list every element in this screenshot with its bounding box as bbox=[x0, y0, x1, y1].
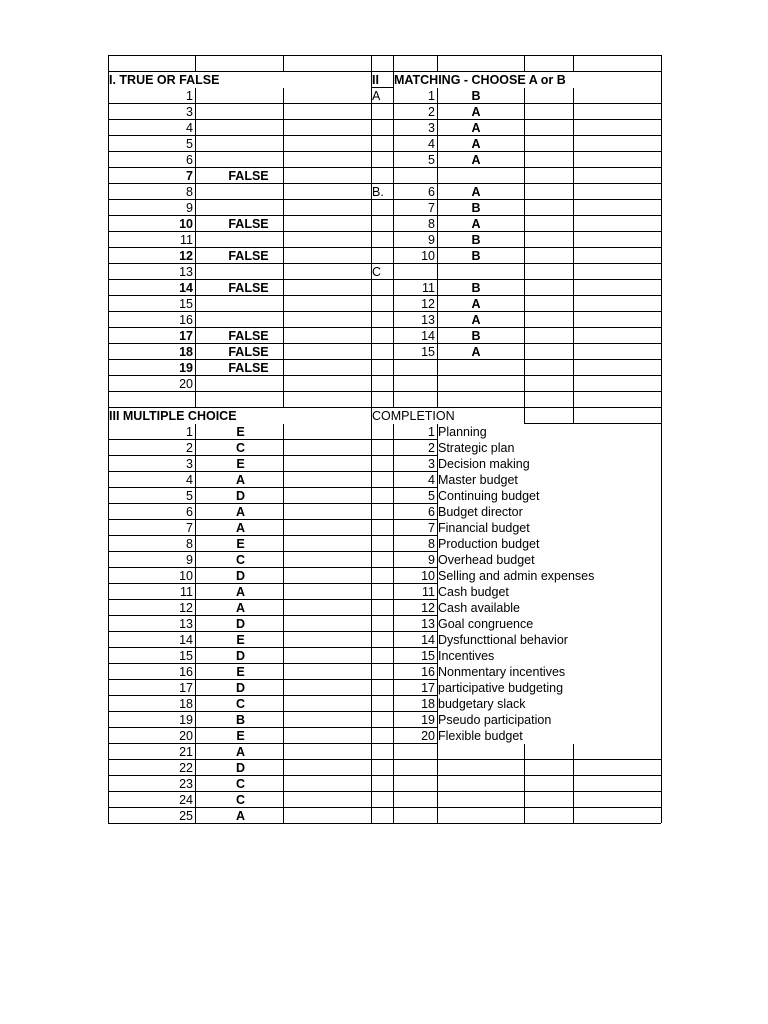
question-number: 9 bbox=[428, 233, 435, 247]
answer-cell: A bbox=[471, 153, 481, 167]
answer-cell: A bbox=[235, 473, 246, 487]
answer-cell: A bbox=[471, 137, 481, 151]
answer-cell bbox=[205, 104, 292, 120]
section-roman-numeral: II bbox=[372, 73, 379, 87]
question-number: 8 bbox=[428, 537, 435, 551]
question-number: 11 bbox=[180, 233, 193, 247]
question-number: 3 bbox=[186, 457, 193, 471]
answer-cell bbox=[205, 88, 292, 104]
question-number: 11 bbox=[422, 585, 435, 599]
answer-cell bbox=[205, 120, 292, 136]
completion-answer: Continuing budget bbox=[438, 488, 661, 504]
completion-answer: Cash available bbox=[438, 600, 661, 616]
answer-cell bbox=[205, 200, 292, 216]
answer-cell: D bbox=[235, 569, 246, 583]
question-number: 5 bbox=[428, 153, 435, 167]
answer-cell: C bbox=[235, 697, 246, 711]
answer-key-sheet bbox=[108, 55, 661, 823]
question-number bbox=[394, 168, 437, 184]
completion-answer: Nonmentary incentives bbox=[438, 664, 661, 680]
answer-cell bbox=[205, 184, 292, 200]
question-number: 1 bbox=[186, 89, 193, 103]
completion-answer: Incentives bbox=[438, 648, 661, 664]
question-number: 19 bbox=[421, 713, 435, 727]
completion-answer: Master budget bbox=[438, 472, 661, 488]
answer-cell: E bbox=[236, 729, 245, 743]
answer-cell: E bbox=[236, 425, 245, 439]
matching-group-label bbox=[372, 328, 393, 344]
question-number: 2 bbox=[428, 105, 435, 119]
question-number: 18 bbox=[179, 345, 193, 359]
question-number: 4 bbox=[428, 473, 435, 487]
matching-group-label bbox=[372, 136, 393, 152]
answer-cell bbox=[205, 296, 292, 312]
answer-cell: FALSE bbox=[228, 281, 269, 295]
question-number: 5 bbox=[186, 489, 193, 503]
answer-cell: FALSE bbox=[228, 169, 269, 183]
question-number: 6 bbox=[186, 505, 193, 519]
question-number: 7 bbox=[428, 521, 435, 535]
question-number: 24 bbox=[179, 793, 193, 807]
answer-cell: FALSE bbox=[228, 361, 269, 375]
completion-answer: Pseudo participation bbox=[438, 712, 661, 728]
answer-cell bbox=[205, 376, 292, 392]
completion-answer: Selling and admin expenses bbox=[438, 568, 661, 584]
question-number: 9 bbox=[186, 201, 193, 215]
section-title-matching: MATCHING - CHOOSE A or B bbox=[394, 72, 661, 88]
matching-group-label bbox=[372, 296, 393, 312]
answer-cell: A bbox=[235, 745, 246, 759]
answer-cell bbox=[433, 168, 519, 184]
completion-answer: Planning bbox=[438, 424, 661, 440]
question-number: 16 bbox=[179, 665, 193, 679]
answer-cell: FALSE bbox=[228, 329, 269, 343]
question-number: 20 bbox=[179, 377, 193, 391]
question-number bbox=[394, 264, 437, 280]
answer-cell: E bbox=[236, 633, 245, 647]
question-number: 14 bbox=[421, 329, 435, 343]
answer-cell: FALSE bbox=[228, 249, 269, 263]
question-number: 23 bbox=[179, 777, 193, 791]
answer-cell bbox=[205, 152, 292, 168]
answer-cell: B bbox=[235, 713, 246, 727]
matching-group-label: C bbox=[372, 265, 382, 279]
answer-cell: B bbox=[471, 249, 481, 263]
answer-cell: E bbox=[236, 537, 245, 551]
question-number: 9 bbox=[428, 553, 435, 567]
question-number: 22 bbox=[179, 761, 193, 775]
question-number: 19 bbox=[179, 361, 193, 375]
section-title-true-false: I. TRUE OR FALSE bbox=[109, 72, 371, 88]
answer-cell bbox=[205, 264, 292, 280]
question-number: 7 bbox=[186, 169, 193, 183]
answer-cell: C bbox=[235, 793, 246, 807]
question-number: 5 bbox=[428, 489, 435, 503]
answer-cell: A bbox=[235, 585, 246, 599]
question-number: 16 bbox=[421, 665, 435, 679]
completion-answer: participative budgeting bbox=[438, 680, 661, 696]
answer-cell: A bbox=[235, 601, 246, 615]
completion-answer: budgetary slack bbox=[438, 696, 661, 712]
answer-cell bbox=[205, 312, 292, 328]
matching-group-label bbox=[372, 168, 393, 184]
question-number: 2 bbox=[428, 441, 435, 455]
question-number: 17 bbox=[421, 681, 435, 695]
matching-group-label bbox=[372, 312, 393, 328]
answer-cell: B bbox=[471, 281, 481, 295]
question-number: 20 bbox=[179, 729, 193, 743]
answer-cell: C bbox=[235, 441, 246, 455]
answer-cell: E bbox=[236, 665, 245, 679]
answer-cell: C bbox=[235, 777, 246, 791]
section-title-completion: COMPLETION bbox=[372, 408, 524, 424]
answer-cell: A bbox=[471, 297, 481, 311]
answer-cell: FALSE bbox=[228, 217, 269, 231]
answer-cell: A bbox=[471, 185, 481, 199]
completion-answer: Strategic plan bbox=[438, 440, 661, 456]
answer-cell: A bbox=[235, 521, 246, 535]
matching-group-label bbox=[372, 120, 393, 136]
question-number: 16 bbox=[179, 313, 193, 327]
question-number: 12 bbox=[179, 601, 193, 615]
question-number: 15 bbox=[421, 649, 435, 663]
question-number: 15 bbox=[179, 297, 193, 311]
question-number: 19 bbox=[179, 713, 193, 727]
question-number: 15 bbox=[421, 345, 435, 359]
question-number: 3 bbox=[186, 105, 193, 119]
question-number: 4 bbox=[186, 121, 193, 135]
answer-cell: A bbox=[471, 105, 481, 119]
question-number: 4 bbox=[428, 137, 435, 151]
question-number: 14 bbox=[179, 633, 193, 647]
question-number: 1 bbox=[428, 89, 435, 103]
question-number: 10 bbox=[421, 569, 435, 583]
question-number: 2 bbox=[186, 441, 193, 455]
question-number: 11 bbox=[180, 585, 193, 599]
question-number: 14 bbox=[179, 281, 193, 295]
answer-cell bbox=[205, 136, 292, 152]
question-number: 13 bbox=[179, 617, 193, 631]
answer-cell: B bbox=[471, 89, 481, 103]
answer-cell: D bbox=[235, 681, 246, 695]
matching-group-label bbox=[372, 280, 393, 296]
answer-cell: A bbox=[235, 505, 246, 519]
question-number: 13 bbox=[421, 617, 435, 631]
completion-answer: Dysfuncttional behavior bbox=[438, 632, 661, 648]
answer-cell: A bbox=[471, 345, 481, 359]
answer-cell: D bbox=[235, 649, 246, 663]
question-number: 5 bbox=[186, 137, 193, 151]
question-number: 17 bbox=[179, 329, 193, 343]
section-title-multiple-choice: III MULTIPLE CHOICE bbox=[109, 408, 371, 424]
question-number: 8 bbox=[428, 217, 435, 231]
matching-group-label bbox=[372, 344, 393, 360]
completion-answer: Budget director bbox=[438, 504, 661, 520]
question-number: 13 bbox=[179, 265, 193, 279]
question-number: 20 bbox=[421, 729, 435, 743]
answer-cell: C bbox=[235, 553, 246, 567]
question-number: 17 bbox=[179, 681, 193, 695]
question-number: 7 bbox=[186, 521, 193, 535]
grid-hline bbox=[108, 55, 661, 56]
question-number: 6 bbox=[186, 153, 193, 167]
matching-group-label bbox=[372, 248, 393, 264]
completion-answer: Financial budget bbox=[438, 520, 661, 536]
answer-cell: D bbox=[235, 761, 246, 775]
completion-answer: Goal congruence bbox=[438, 616, 661, 632]
answer-cell: E bbox=[236, 457, 245, 471]
question-number: 14 bbox=[421, 633, 435, 647]
question-number: 6 bbox=[428, 505, 435, 519]
answer-cell: B bbox=[471, 233, 481, 247]
matching-group-label bbox=[372, 200, 393, 216]
answer-cell: D bbox=[235, 617, 246, 631]
question-number: 12 bbox=[179, 249, 193, 263]
answer-cell bbox=[205, 232, 292, 248]
question-number: 3 bbox=[428, 121, 435, 135]
question-number: 7 bbox=[428, 201, 435, 215]
question-number: 12 bbox=[421, 601, 435, 615]
matching-group-label bbox=[372, 216, 393, 232]
question-number: 10 bbox=[179, 569, 193, 583]
answer-cell: A bbox=[235, 809, 246, 823]
grid-vline bbox=[661, 55, 662, 823]
matching-group-label bbox=[372, 152, 393, 168]
matching-group-label bbox=[372, 232, 393, 248]
answer-cell bbox=[433, 264, 519, 280]
answer-cell: A bbox=[471, 313, 481, 327]
question-number: 25 bbox=[179, 809, 193, 823]
matching-group-label: A bbox=[372, 89, 381, 103]
matching-group-label bbox=[372, 104, 393, 120]
answer-cell: FALSE bbox=[228, 345, 269, 359]
question-number: 1 bbox=[428, 425, 435, 439]
completion-answer: Cash budget bbox=[438, 584, 661, 600]
question-number: 21 bbox=[179, 745, 193, 759]
question-number: 10 bbox=[421, 249, 435, 263]
answer-cell: A bbox=[471, 121, 481, 135]
question-number: 13 bbox=[421, 313, 435, 327]
question-number: 3 bbox=[428, 457, 435, 471]
completion-answer: Production budget bbox=[438, 536, 661, 552]
question-number: 15 bbox=[179, 649, 193, 663]
question-number: 12 bbox=[421, 297, 435, 311]
answer-cell: D bbox=[235, 489, 246, 503]
completion-answer: Decision making bbox=[438, 456, 661, 472]
question-number: 18 bbox=[421, 697, 435, 711]
question-number: 11 bbox=[422, 281, 435, 295]
question-number: 18 bbox=[179, 697, 193, 711]
completion-answer: Flexible budget bbox=[438, 728, 661, 744]
question-number: 4 bbox=[186, 473, 193, 487]
completion-answer: Overhead budget bbox=[438, 552, 661, 568]
question-number: 1 bbox=[186, 425, 193, 439]
answer-cell: B bbox=[471, 201, 481, 215]
matching-group-label: B. bbox=[372, 185, 384, 199]
question-number: 9 bbox=[186, 553, 193, 567]
answer-cell: A bbox=[471, 217, 481, 231]
question-number: 8 bbox=[186, 537, 193, 551]
question-number: 10 bbox=[179, 217, 193, 231]
question-number: 6 bbox=[428, 185, 435, 199]
question-number: 8 bbox=[186, 185, 193, 199]
answer-cell: B bbox=[471, 329, 481, 343]
